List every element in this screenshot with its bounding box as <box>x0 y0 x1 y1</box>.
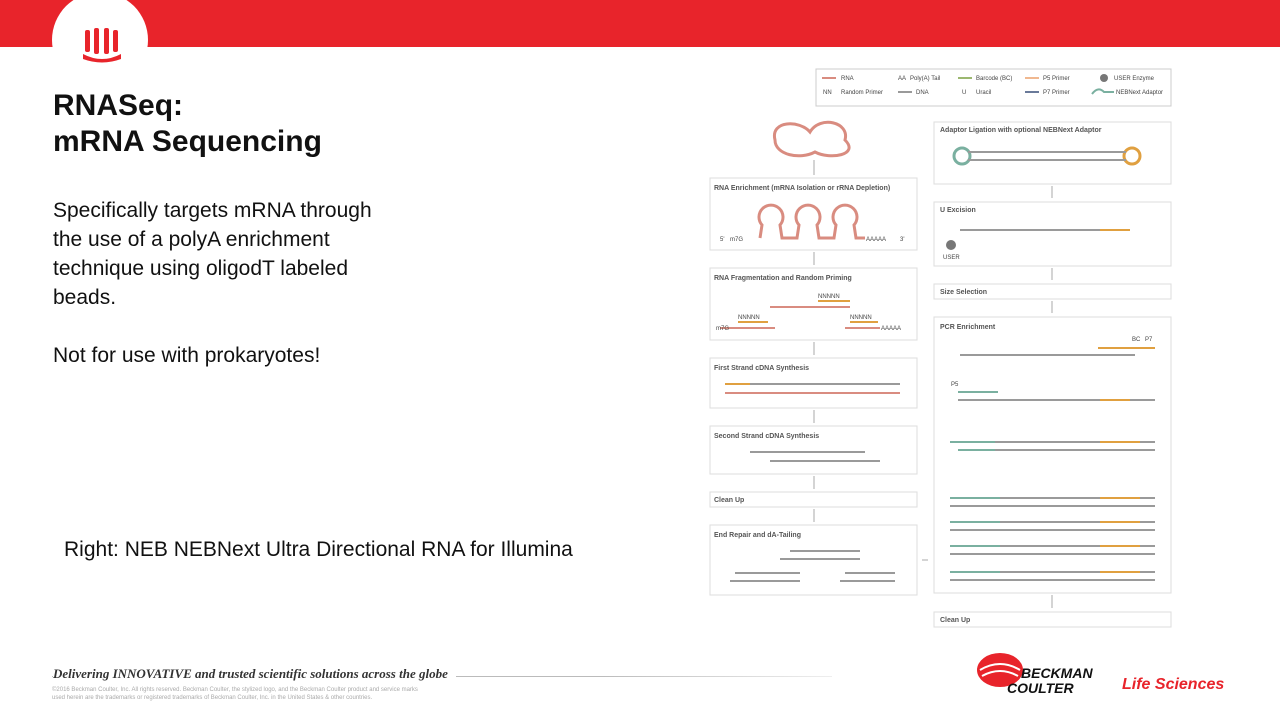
step-label-first-strand: First Strand cDNA Synthesis <box>714 365 810 372</box>
brand-line-1: BECKMAN <box>1021 665 1093 681</box>
label-p7: P7 <box>1145 337 1153 343</box>
label-polya-2: AAAAA <box>881 326 902 332</box>
legend-random-glyph: NN <box>823 90 832 96</box>
step-label-clean-up-left: Clean Up <box>714 497 745 504</box>
footer-tagline: Delivering INNOVATIVE and trusted scientific solutions across the globe <box>53 666 456 682</box>
figure-caption: Right: NEB NEBNext Ultra Directional RNA for Illumina <box>64 538 573 561</box>
step-label-pcr: PCR Enrichment <box>940 324 996 331</box>
legend-uracil: Uracil <box>976 90 992 96</box>
footer-copyright: ©2016 Beckman Coulter, Inc. All rights reserved. Beckman Coulter, the stylized logo, and the Beckman Coulter product and service marks used herein are the trademarks or registered trademarks of Beckman Coulter, Inc. in the United States & other countries. <box>52 687 418 701</box>
body-paragraph-1: Specifically targets mRNA through the use of a polyA enrichment technique using oligodT labeled beads. <box>53 199 372 309</box>
user-enzyme-icon <box>946 240 956 250</box>
label-m7g: m7G <box>730 237 744 243</box>
label-3prime: 3' <box>900 237 905 243</box>
legend-user: USER Enzyme <box>1114 76 1155 82</box>
rna-coil-icon <box>774 122 849 155</box>
top-banner <box>0 0 1280 47</box>
legend-p5: P5 Primer <box>1043 76 1070 82</box>
label-m7g-2: m7G <box>716 326 730 332</box>
label-p5: P5 <box>951 382 959 388</box>
step-label-clean-up-right: Clean Up <box>940 617 971 624</box>
label-nnnnn-2: NNNNN <box>738 315 760 321</box>
title-line-2: mRNA Sequencing <box>53 125 322 158</box>
body-paragraph-2: Not for use with prokaryotes! <box>53 344 321 367</box>
label-nnnnn-1: NNNNN <box>818 294 840 300</box>
label-bc: BC <box>1132 337 1141 343</box>
label-nnnnn-3: NNNNN <box>850 315 872 321</box>
legend-polya-glyph: AA <box>898 76 907 82</box>
step-pcr-enrichment <box>934 317 1171 593</box>
label-user: USER <box>943 255 960 261</box>
legend-p7: P7 Primer <box>1043 90 1070 96</box>
legend-polya: Poly(A) Tail <box>910 76 941 82</box>
beckman-tulip-logo-icon <box>82 26 122 66</box>
slide-body <box>53 196 383 399</box>
step-label-end-repair: End Repair and dA-Tailing <box>714 532 801 539</box>
legend-adaptor: NEBNext Adaptor <box>1116 90 1164 96</box>
brand-line-2: COULTER <box>1007 680 1074 696</box>
label-5prime: 5' <box>720 237 725 243</box>
step-label-second-strand: Second Strand cDNA Synthesis <box>714 433 820 440</box>
legend-dna: DNA <box>916 90 929 96</box>
legend-rna: RNA <box>841 76 854 82</box>
step-label-fragmentation: RNA Fragmentation and Random Priming <box>714 275 852 282</box>
slide-title <box>53 88 322 160</box>
step-label-size-selection: Size Selection <box>940 289 988 296</box>
mrna-hairpins <box>759 205 865 238</box>
legend-uracil-glyph: U <box>962 90 967 96</box>
step-label-adaptor-ligation: Adaptor Ligation with optional NEBNext Adaptor <box>940 127 1102 134</box>
step-label-enrichment: RNA Enrichment (mRNA Isolation or rRNA Depletion) <box>714 185 891 192</box>
label-polya: AAAAA <box>866 237 887 243</box>
legend-box <box>816 69 1171 106</box>
title-line-1: RNASeq: <box>53 89 184 122</box>
legend-barcode: Barcode (BC) <box>976 76 1013 82</box>
step-label-u-excision: U Excision <box>940 207 976 214</box>
legend-random-primer: Random Primer <box>841 90 884 96</box>
nebnext-workflow-diagram <box>700 60 1180 635</box>
brand-life-sciences: Life Sciences <box>1122 676 1225 693</box>
